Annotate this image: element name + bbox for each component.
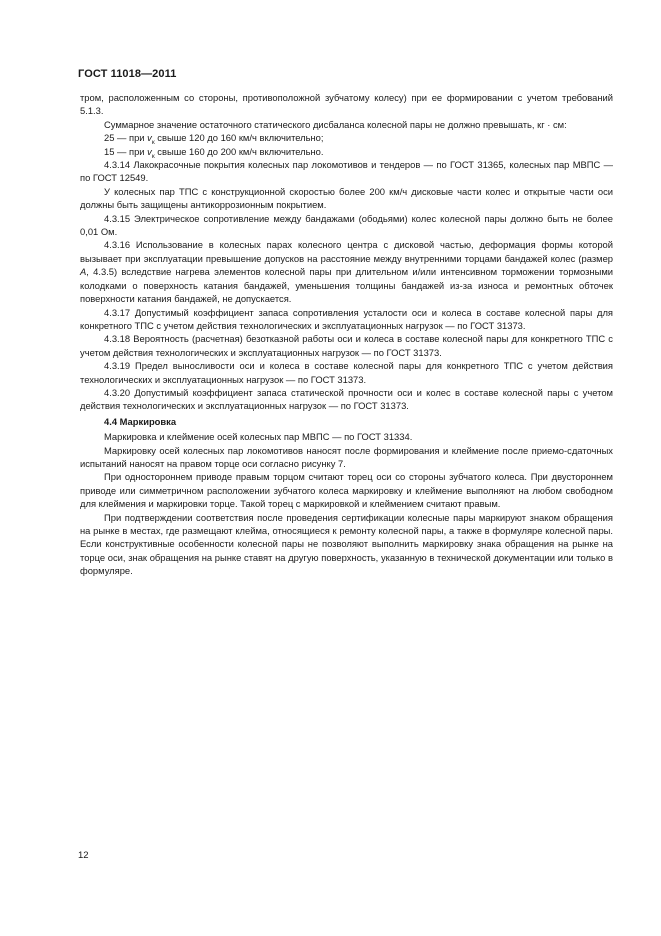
page-number: 12 xyxy=(78,850,89,861)
clause-4-3-18: 4.3.18 Вероятность (расчетная) безотказной работы оси и колеса в составе колесной пары для конкретного ТПС с учетом действия технологических и эксплуатационных нагрузок — по ГОСТ 31373. xyxy=(80,333,613,358)
paragraph-certification: При подтверждении соответствия после проведения сертификации колесные пары маркируют знаком обращения на рынке в местах, где размещают клейма, относящиеся к ремонту колесной пары, а также в формуляре колесной пары. Если конструктивные особенности колесной пары не позволяют выполнить маркировку знака обращения на рынке на торце оси, знак обращения на рынке ставят на другую поверхность, указанную в технической документации или только в формуляре. xyxy=(80,511,613,577)
clause-4-3-16: 4.3.16 Использование в колесных парах колесного центра с дисковой частью, деформация формы которой вызывает при эксплуатации превышение допусков на расстояние между внутренними торцами бандажей колес (размер А, 4.3.5) вследствие нагрева элементов колесной пары при длительном и/или интенсивном торможении тормозными колодками о поверхность катания бандажей, уменьшения толщины бандажей из-за износа и ремонтных обточек поверхности катания бандажей, не допускается. xyxy=(80,239,613,305)
clause-4-3-19: 4.3.19 Предел выносливости оси и колеса в составе колесной пары для конкретного ТПС с учетом действия технологических и эксплуатационных нагрузок — по ГОСТ 31373. xyxy=(80,360,613,385)
clause-4-3-20: 4.3.20 Допустимый коэффициент запаса статической прочности оси и колес в составе колесной пары с учетом действия технологических и эксплуатационных нагрузок — по ГОСТ 31373. xyxy=(80,386,613,412)
paragraph-coating: У колесных пар ТПС с конструкционной скоростью более 200 км/ч дисковые части колес и открытые части оси должны быть защищены антикоррозионным покрытием. xyxy=(80,185,613,211)
clause-4-3-14: 4.3.14 Лакокрасочные покрытия колесных пар локомотивов и тендеров — по ГОСТ 31365, колесных пар МВПС — по ГОСТ 12549. xyxy=(80,159,613,184)
paragraph-imbalance: Суммарное значение остаточного статического дисбаланса колесной пары не должно превышать, кг · см: xyxy=(104,118,567,130)
document-header: ГОСТ 11018—2011 xyxy=(78,68,177,80)
clause-4-3-15: 4.3.15 Электрическое сопротивление между бандажами (ободьями) колес колесной пары должно быть не более 0,01 Ом. xyxy=(80,212,613,238)
paragraph-imbalance-25: 25 — при $v_к$ свыше 120 до 160 км/ч включительно; xyxy=(104,132,324,147)
section-heading-marking: 4.4 Маркировка xyxy=(104,415,177,427)
paragraph-drive-side: При одностороннем приводе правым торцом считают торец оси со стороны зубчатого колеса. При двустороннем приводе или симметричном расположении зубчатого колеса маркировку и клеймение выполняют на любом свободном для клеймения и маркировки торце. Такой торец с маркировкой и клеймением считают правым. xyxy=(80,471,613,510)
paragraph-marking-mvps: Маркировка и клеймение осей колесных пар МВПС — по ГОСТ 31334. xyxy=(104,431,413,443)
paragraph-imbalance-15: 15 — при $v_к$ свыше 160 до 200 км/ч включительно. xyxy=(104,145,324,160)
paragraph-continuation: тром, расположенным со стороны, противоположной зубчатому колесу) при ее формировании с учетом требований 5.1.3. xyxy=(80,92,613,117)
page-body xyxy=(80,91,613,578)
clause-4-3-17: 4.3.17 Допустимый коэффициент запаса сопротивления усталости оси и колеса в составе колесной пары для конкретного ТПС с учетом действия технологических и эксплуатационных нагрузок — по ГОСТ 31373. xyxy=(80,306,613,331)
paragraph-marking-locomotive: Маркировку осей колесных пар локомотивов наносят после формирования и клеймение после приемо-сдаточных испытаний наносят на правом торце оси согласно рисунку 7. xyxy=(80,444,613,469)
